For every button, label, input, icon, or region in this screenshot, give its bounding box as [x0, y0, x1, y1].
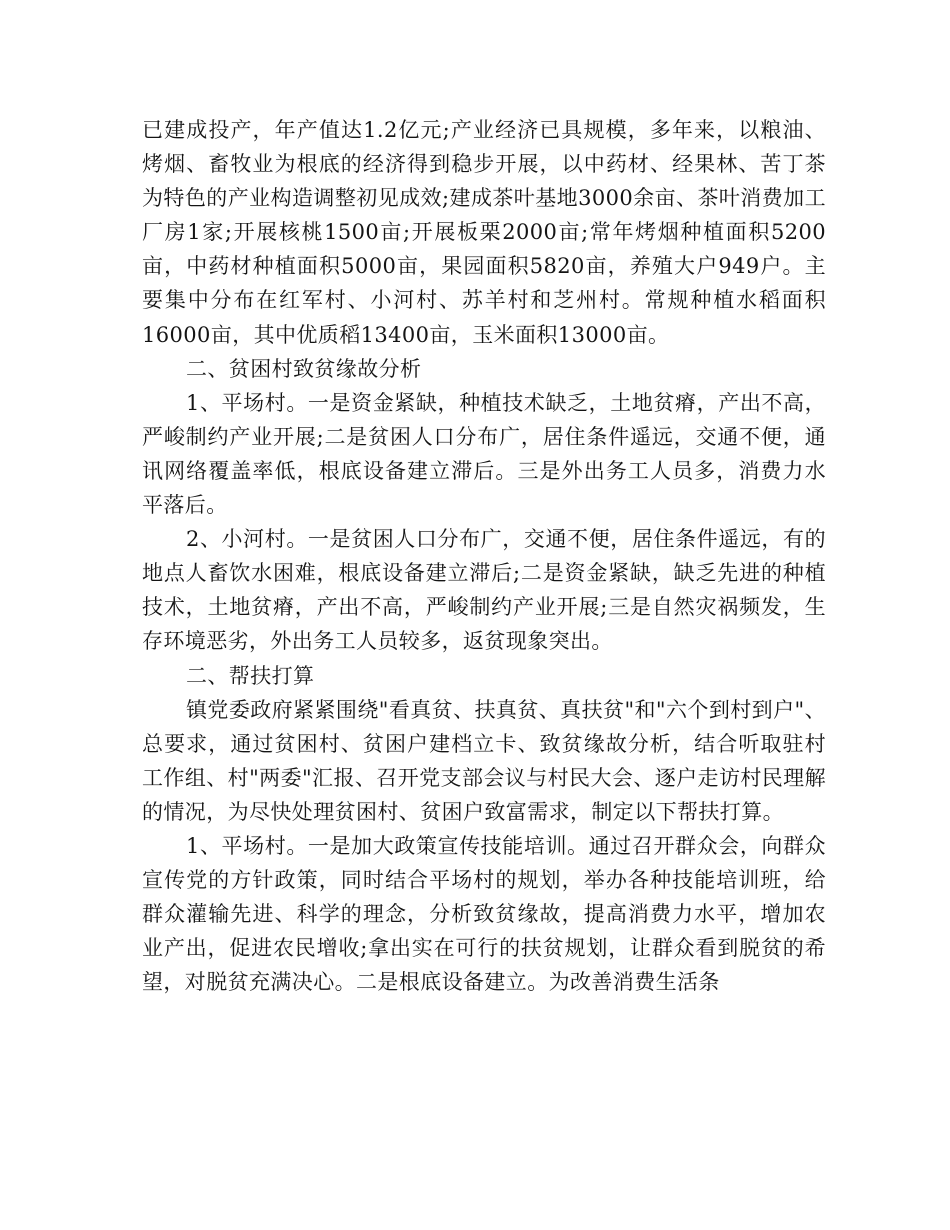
section-heading-poverty-causes: 二、贫困村致贫缘故分析 [186, 356, 422, 381]
document-page [142, 113, 826, 999]
body-paragraph-xiaohe-causes: 2、小河村。一是贫困人口分布广，交通不便，居住条件遥远，有的地点人畜饮水困难，根底设备建立滞后;二是资金紧缺，缺乏先进的种植技术，土地贫瘠，产出不高，严峻制约产业开展;三是自然灾祸频发，生存环境恶劣，外出务工人员较多，返贫现象突出。 [142, 527, 826, 654]
section-heading-assistance-plan: 二、帮扶打算 [186, 663, 315, 688]
body-paragraph-pingchang-causes: 1、平场村。一是资金紧缺，种植技术缺乏，土地贫瘠，产出不高，严峻制约产业开展;二是贫困人口分布广，居住条件遥远，交通不便，通讯网络覆盖率低，根底设备建立滞后。三是外出务工人员多，消费力水平落后。 [142, 390, 826, 518]
body-paragraph-1: 已建成投产，年产值达1.2亿元;产业经济已具规模，多年来，以粮油、烤烟、畜牧业为根底的经济得到稳步开展，以中药材、经果林、苦丁茶为特色的产业构造调整初见成效;建成茶叶基地3000余亩、茶叶消费加工厂房1家;开展核桃1500亩;开展板栗2000亩;常年烤烟种植面积5200亩，中药材种植面积5000亩，果园面积5820亩，养殖大户949户。主要集中分布在红军村、小河村、苏羊村和芝州村。常规种植水稻面积16000亩，其中优质稻13400亩，玉米面积13000亩。 [142, 118, 826, 347]
body-paragraph-pingchang-plan: 1、平场村。一是加大政策宣传技能培训。通过召开群众会，向群众宣传党的方针政策，同时结合平场村的规划，举办各种技能培训班，给群众灌输先进、科学的理念，分析致贫缘故，提高消费力水平，增加农业产出，促进农民增收;拿出实在可行的扶贫规划，让群众看到脱贫的希望，对脱贫充满决心。二是根底设备建立。为改善消费生活条 [142, 833, 826, 995]
body-paragraph-plan-intro: 镇党委政府紧紧围绕"看真贫、扶真贫、真扶贫"和"六个到村到户"、总要求，通过贫困村、贫困户建档立卡、致贫缘故分析，结合听取驻村工作组、村"两委"汇报、召开党支部会议与村民大会、逐户走访村民理解的情况，为尽快处理贫困村、贫困户致富需求，制定以下帮扶打算。 [142, 697, 826, 824]
